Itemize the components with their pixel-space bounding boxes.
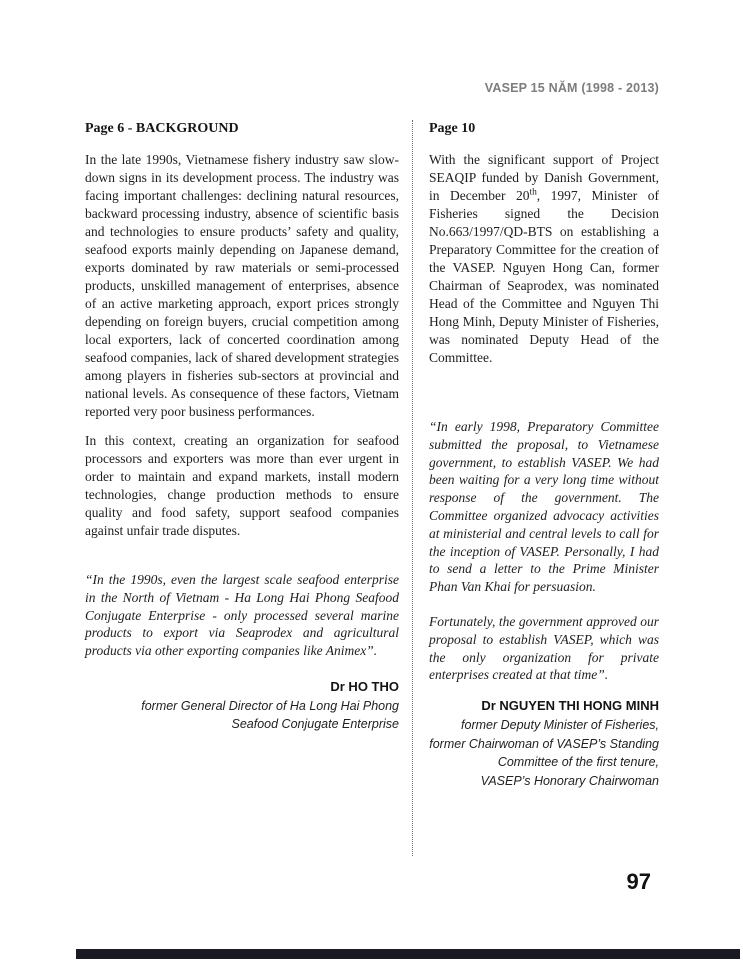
left-column (85, 121, 399, 734)
left-attribution (85, 679, 399, 734)
right-paragraph-1-text: , 1997, Minister of Fisheries signed the Decision No.663/1997/QD-BTS on establishing a Preparatory Committee for the creation of the VASEP. Nguyen Hong Can, former Chairman of Seaprodex, was nominated Head of the Committee and Nguyen Thi Hong Minh, Deputy Minister of Fisheries, was nominated Deputy Head of the Committee. (429, 188, 660, 365)
page-number: 97 (626, 869, 651, 894)
right-paragraph-1-text: With the significant support of Project SEAQIP funded by Danish Government, in December 20 (429, 152, 659, 203)
left-attribution-title-line: former General Director of Ha Long Hai Phong (141, 698, 399, 713)
right-attribution-title-line: former Deputy Minister of Fisheries, (461, 718, 659, 733)
right-column (429, 121, 659, 790)
right-attribution-title-line: VASEP’s Honorary Chairwoman (480, 773, 659, 788)
left-attribution-title-line: Seafood Conjugate Enterprise (231, 717, 399, 732)
left-quote: “In the 1990s, even the largest scale seafood enterprise in the North of Vietnam - Ha Long Hai Phong Seafood Conjugate Enterprise - only processed several marine products to export via Seaprodex and agricultural products via other exporting companies like Animex”. (85, 572, 399, 659)
right-quote-2: Fortunately, the government approved our proposal to establish VASEP, which was the only organization for private enterprises created at that time”. (429, 613, 659, 683)
right-attribution-title-line: former Chairwoman of VASEP’s Standing (429, 736, 659, 751)
ordinal-superscript: th (529, 187, 537, 198)
right-attribution (429, 698, 659, 790)
right-column-heading: Page 10 (429, 121, 476, 136)
running-header: VASEP 15 NĂM (1998 - 2013) (484, 81, 659, 95)
right-attribution-title-line: Committee of the first tenure, (497, 755, 659, 770)
right-paragraph-1 (429, 151, 659, 367)
left-attribution-name: Dr HO THO (330, 678, 399, 694)
left-paragraph-2: In this context, creating an organization for seafood processors and exporters was more than ever urgent in order to maintain and expand markets, install modern technologies, change production methods to ensure quality and food safety, support seafood companies against unfair trade disputes. (85, 433, 399, 538)
right-quote-1: “In early 1998, Preparatory Committee submitted the proposal, to Vietnamese government, to establish VASEP. We had been waiting for a very long time without response of the government. The Committee organized advocacy activities at ministerial and central levels to call for the inception of VASEP. Personally, I had to send a letter to the Prime Minister Phan Van Khai for persuasion. (429, 419, 659, 595)
column-divider (412, 120, 413, 856)
left-column-heading: Page 6 - BACKGROUND (85, 121, 239, 136)
footer-bar (76, 949, 740, 959)
right-attribution-name: Dr NGUYEN THI HONG MINH (481, 698, 659, 714)
left-paragraph-1: In the late 1990s, Vietnamese fishery industry saw slow-down signs in its development process. The industry was facing important challenges: declining natural resources, backward processing industry, absence of scientific basis and technologies to ensure products’ safety and quality, seafood exports mainly depending on Japanese demand, exports dominated by raw materials or semi-processed products, unskilled management of enterprises, absence of an active marketing approach, export prices strongly depending on foreign buyers, crucial competition among local exporters, lack of concerted coordination among seafood companies, lack of shared development strategies among players in fisheries sub-sectors at provincial and national levels. As consequence of these factors, Vietnam reported very poor business performances. (85, 152, 399, 419)
